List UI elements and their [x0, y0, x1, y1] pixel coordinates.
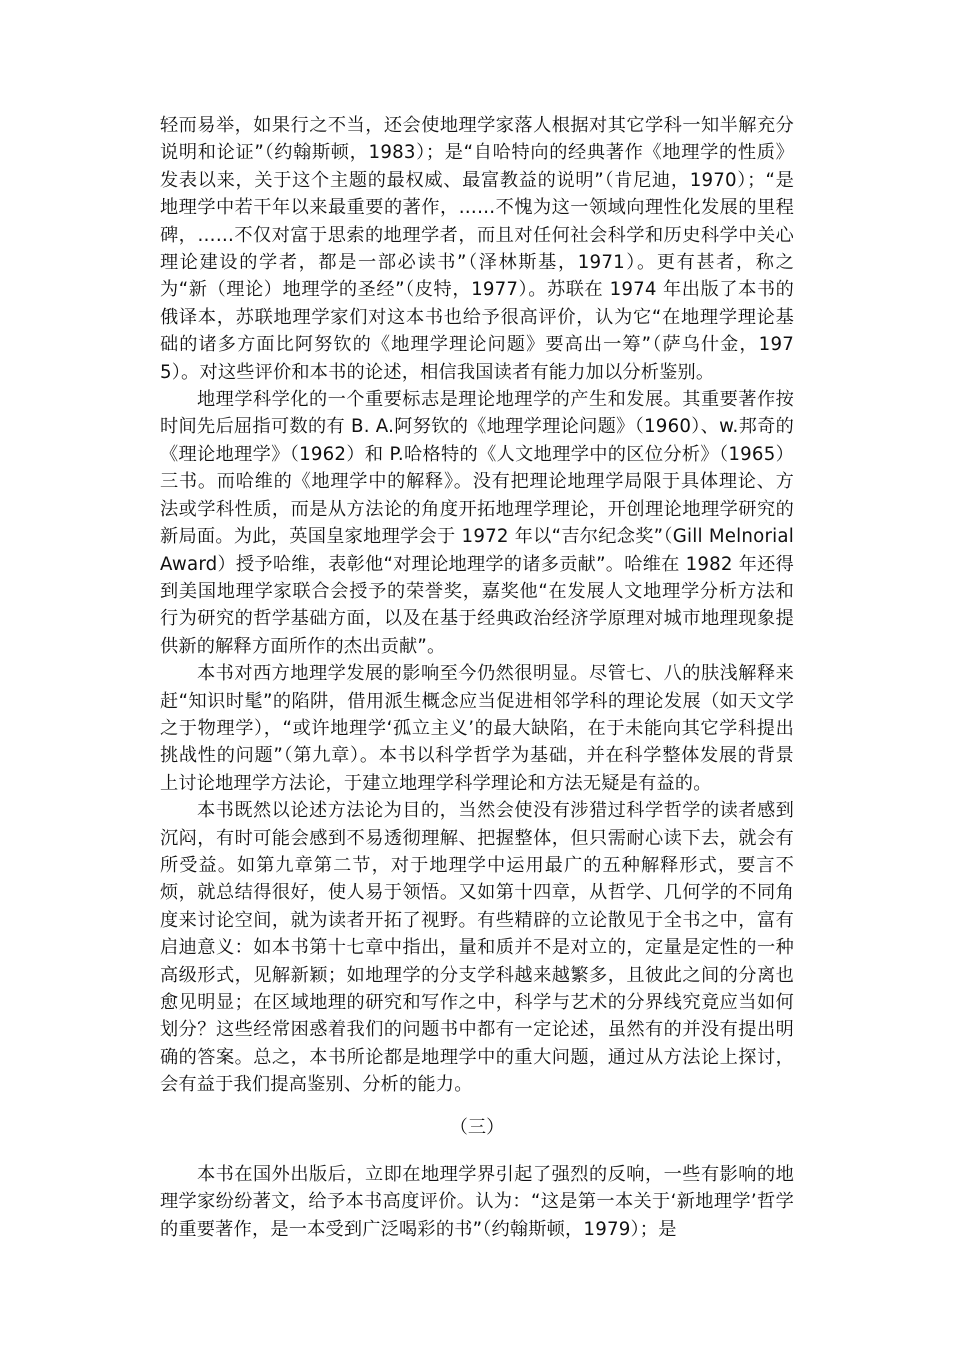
- paragraph-4: 本书既然以论述方法论为目的，当然会使没有涉猎过科学哲学的读者感到沉闷，有时可能会感到不易透彻理解、把握整体，但只需耐心读下去，就会有所受益。如第九章第二节，对于地理学中运用最广的五种解释形式，要言不烦，就总结得很好，使人易于领悟。又如第十四章，从哲学、几何学的不同角度来讨论空间，就为读者开拓了视野。有些精辟的立论散见于全书之中，富有启迪意义：如本书第十七章中指出，量和质并不是对立的，定量是定性的一种高级形式，见解新颖；如地理学的分支学科越来越繁多，且彼此之间的分离也愈见明显；在区域地理的研究和写作之中，科学与艺术的分界线究竟应当如何划分？这些经常困惑着我们的问题书中都有一定论述，虽然有的并没有提出明确的答案。总之，本书所论都是地理学中的重大问题，通过从方法论上探讨，会有益于我们提高鉴别、分析的能力。: [160, 800, 794, 1096]
- paragraphs-top: [160, 112, 794, 1099]
- paragraph-2: 地理学科学化的一个重要标志是理论地理学的产生和发展。其重要著作按时间先后屈指可数的有 B. A.阿努钦的《地理学理论问题》（1960）、w.邦奇的《理论地理学》（1962）和 P.哈格特的《人文地理学中的区位分析》（1965）三书。而哈维的《地理学中的解释》。没有把理论地理学局限于具体理论、方法或学科性质，而是从方法论的角度开拓地理学理论，开创理论地理学研究的新局面。为此，英国皇家地理学会于 1972 年以“吉尔纪念奖”（Gill MelnorialAward）授予哈维，表彰他“对理论地理学的诸多贡献”。哈维在 1982 年还得到美国地理学家联合会授予的荣誉奖，嘉奖他“在发展人文地理学分析方法和行为研究的哲学基础方面，以及在基于经典政治经济学原理对城市地理现象提供新的解释方面所作的杰出贡献”。: [160, 389, 794, 657]
- section-heading: （三）: [449, 1116, 505, 1138]
- paragraph-1: 轻而易举，如果行之不当，还会使地理学家落人根据对其它学科一知半解充分说明和论证”（约翰斯顿，1983）；是“自哈特向的经典著作《地理学的性质》发表以来，关于这个主题的最权威、最富教益的说明”（肯尼迪，1970）；“是地理学中若干年以来最重要的著作，……不愧为这一领域向理性化发展的里程碑，……不仅对富于思索的地理学者，而且对任何社会科学和历史科学中关心理论建设的学者，都是一部必读书”（泽林斯基，1971）。更有甚者，称之为“新（理论）地理学的圣经”（皮特，1977）。苏联在 1974 年出版了本书的俄译本，苏联地理学家们对这本书也给予很高评价，认为它“在地理学理论基础的诸多方面比阿努钦的《地理学理论问题》要高出一筹”（萨乌什金，1975）。对这些评价和本书的论述，相信我国读者有能力加以分析鉴别。: [160, 115, 794, 383]
- document-page: [160, 112, 794, 1243]
- paragraphs-bottom: [160, 1161, 794, 1243]
- paragraph-5: 本书在国外出版后，立即在地理学界引起了强烈的反响，一些有影响的地理学家纷纷著文，给予本书高度评价。认为：“这是第一本关于‘新地理学’哲学的重要著作，是一本受到广泛喝彩的书”（约翰斯顿，1979）；是: [160, 1164, 794, 1240]
- paragraph-3: 本书对西方地理学发展的影响至今仍然很明显。尽管七、八的肤浅解释来赶“知识时髦”的陷阱，借用派生概念应当促进相邻学科的理论发展（如天文学之于物理学），“或许地理学‘孤立主义’的最大缺陷，在于未能向其它学科提出挑战性的问题”（第九章）。本书以科学哲学为基础，并在科学整体发展的背景上讨论地理学方法论，于建立地理学科学理论和方法无疑是有益的。: [160, 663, 794, 794]
